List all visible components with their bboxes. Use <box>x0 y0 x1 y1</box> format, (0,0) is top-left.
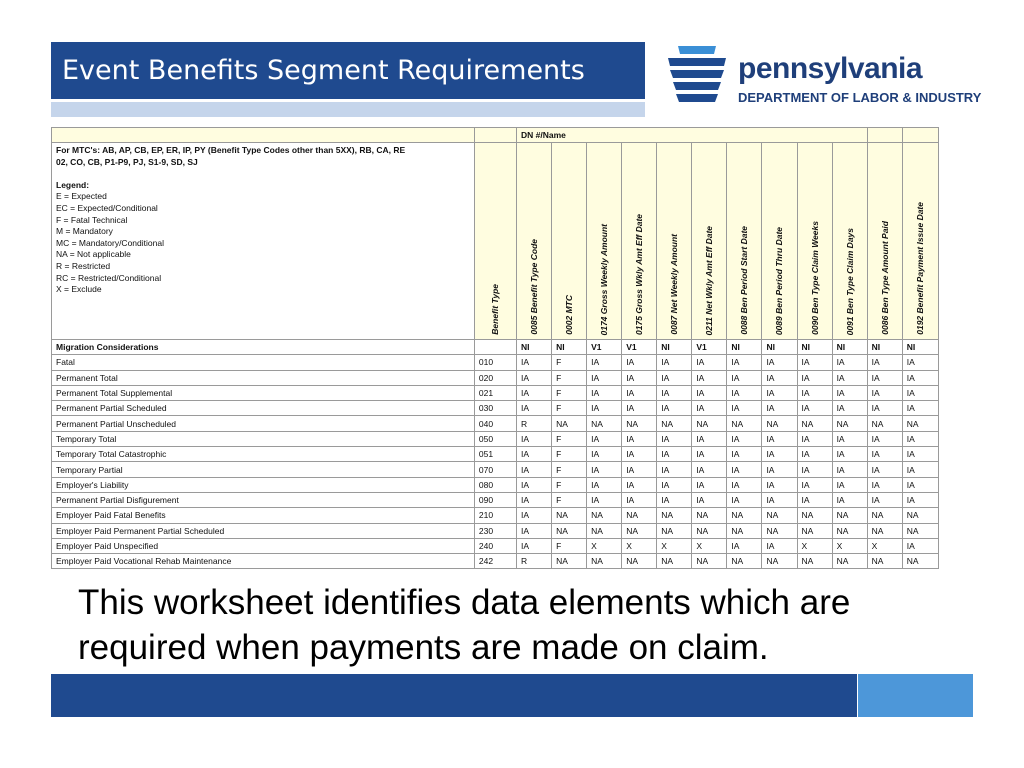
requirement-cell: IA <box>727 538 762 553</box>
requirement-cell: IA <box>867 401 902 416</box>
requirement-cell: NA <box>902 508 938 523</box>
requirement-cell: F <box>552 355 587 370</box>
requirement-cell: IA <box>867 462 902 477</box>
requirement-cell: X <box>692 538 727 553</box>
requirement-cell: IA <box>517 523 552 538</box>
requirement-cell: NA <box>587 508 622 523</box>
requirement-cell: IA <box>517 385 552 400</box>
requirement-cell: IA <box>622 355 657 370</box>
requirement-cell: IA <box>622 431 657 446</box>
requirement-cell: IA <box>587 447 622 462</box>
requirement-cell: NA <box>902 416 938 431</box>
migration-code-cell <box>474 340 516 355</box>
requirement-cell: IA <box>622 447 657 462</box>
requirement-cell: IA <box>727 401 762 416</box>
requirement-cell: IA <box>657 492 692 507</box>
requirement-cell: IA <box>517 401 552 416</box>
description-line: NA = Not applicable <box>56 249 131 260</box>
table-row <box>52 385 939 400</box>
column-header <box>797 143 832 340</box>
requirement-cell: NA <box>867 523 902 538</box>
requirement-cell: IA <box>587 477 622 492</box>
benefit-name: Employer Paid Fatal Benefits <box>52 508 475 523</box>
column-header <box>517 143 552 340</box>
column-header <box>727 143 762 340</box>
requirement-cell: F <box>552 477 587 492</box>
requirement-cell: IA <box>622 462 657 477</box>
header-blank-cell <box>474 128 516 143</box>
requirement-cell: NA <box>727 554 762 569</box>
requirement-cell: IA <box>797 492 832 507</box>
logo-department: DEPARTMENT OF LABOR & INDUSTRY <box>738 90 982 105</box>
column-header-label: Benefit Type <box>490 284 501 335</box>
requirement-cell: NA <box>867 416 902 431</box>
requirement-cell: IA <box>832 492 867 507</box>
requirement-cell: NA <box>762 508 797 523</box>
requirement-cell: IA <box>832 462 867 477</box>
requirement-cell: NA <box>727 523 762 538</box>
requirement-cell: IA <box>587 355 622 370</box>
requirement-cell: IA <box>587 385 622 400</box>
requirement-cell: IA <box>832 401 867 416</box>
requirement-cell: IA <box>762 370 797 385</box>
requirement-cell: NA <box>867 554 902 569</box>
column-header-label: 0174 Gross Weekly Amount <box>599 223 610 335</box>
migration-value: NI <box>867 340 902 355</box>
requirement-cell: F <box>552 447 587 462</box>
requirement-cell: IA <box>902 385 938 400</box>
requirement-cell: IA <box>587 401 622 416</box>
requirement-cell: IA <box>867 477 902 492</box>
requirement-cell: IA <box>692 477 727 492</box>
requirement-cell: IA <box>902 462 938 477</box>
benefit-name: Permanent Partial Unscheduled <box>52 416 475 431</box>
requirement-cell: NA <box>552 508 587 523</box>
requirement-cell: IA <box>517 492 552 507</box>
description-line: MC = Mandatory/Conditional <box>56 237 164 248</box>
requirement-cell: IA <box>902 401 938 416</box>
column-header-label: 0090 Ben Type Claim Weeks <box>809 221 820 335</box>
migration-label: Migration Considerations <box>52 340 475 355</box>
requirement-cell: IA <box>762 462 797 477</box>
requirement-cell: IA <box>657 447 692 462</box>
requirement-cell: NA <box>657 508 692 523</box>
requirement-cell: NA <box>902 554 938 569</box>
benefit-name: Employer Paid Permanent Partial Scheduled <box>52 523 475 538</box>
benefit-code: 030 <box>474 401 516 416</box>
table-row <box>52 508 939 523</box>
requirement-cell: NA <box>727 416 762 431</box>
requirement-cell: IA <box>517 431 552 446</box>
requirement-cell: IA <box>587 462 622 477</box>
benefit-name: Employer Paid Unspecified <box>52 538 475 553</box>
requirement-cell: IA <box>517 538 552 553</box>
requirement-cell: NA <box>762 416 797 431</box>
requirement-cell: F <box>552 370 587 385</box>
requirement-cell: F <box>552 431 587 446</box>
requirement-cell: F <box>552 462 587 477</box>
requirement-cell: IA <box>902 477 938 492</box>
requirement-cell: IA <box>797 431 832 446</box>
benefit-code: 020 <box>474 370 516 385</box>
requirement-cell: IA <box>797 355 832 370</box>
benefit-code: 040 <box>474 416 516 431</box>
requirement-cell: IA <box>657 401 692 416</box>
requirement-cell: IA <box>657 477 692 492</box>
requirement-cell: NA <box>902 523 938 538</box>
benefit-code: 090 <box>474 492 516 507</box>
requirement-cell: IA <box>762 385 797 400</box>
description-line: F = Fatal Technical <box>56 214 128 225</box>
requirement-cell: IA <box>762 355 797 370</box>
column-header-label: 0002 MTC <box>564 295 575 335</box>
requirement-cell: NA <box>797 508 832 523</box>
migration-value: NI <box>517 340 552 355</box>
table-row <box>52 447 939 462</box>
requirement-cell: NA <box>657 554 692 569</box>
slide-title: Event Benefits Segment Requirements <box>62 55 585 86</box>
requirement-cell: IA <box>797 401 832 416</box>
requirement-cell: IA <box>762 538 797 553</box>
requirement-cell: NA <box>552 554 587 569</box>
requirement-cell: NA <box>762 554 797 569</box>
description-line: E = Expected <box>56 191 107 202</box>
description-line: EC = Expected/Conditional <box>56 202 158 213</box>
benefit-type-header <box>474 143 516 340</box>
benefit-name: Fatal <box>52 355 475 370</box>
requirement-cell: IA <box>867 431 902 446</box>
table-row <box>52 401 939 416</box>
requirement-cell: IA <box>832 370 867 385</box>
requirement-cell: IA <box>517 355 552 370</box>
migration-value: NI <box>552 340 587 355</box>
table-row <box>52 492 939 507</box>
requirement-cell: IA <box>902 492 938 507</box>
table-row <box>52 462 939 477</box>
requirement-cell: IA <box>692 447 727 462</box>
benefit-code: 070 <box>474 462 516 477</box>
description-line: Legend: <box>56 179 90 190</box>
migration-value: NI <box>727 340 762 355</box>
column-header-label: 0086 Ben Type Amount Paid <box>879 221 890 335</box>
column-header-label: 0087 Net Weekly Amount <box>669 234 680 335</box>
requirement-cell: NA <box>622 554 657 569</box>
requirement-cell: IA <box>692 492 727 507</box>
header-blank-cell <box>52 128 475 143</box>
requirement-cell: IA <box>902 355 938 370</box>
requirement-cell: IA <box>832 355 867 370</box>
requirement-cell: NA <box>552 523 587 538</box>
description-line: RC = Restricted/Conditional <box>56 272 162 283</box>
migration-row <box>52 340 939 355</box>
benefit-name: Permanent Partial Scheduled <box>52 401 475 416</box>
requirements-table <box>51 127 939 569</box>
column-header-label: 0085 Benefit Type Code <box>529 239 540 335</box>
requirement-cell: IA <box>867 355 902 370</box>
migration-value: NI <box>762 340 797 355</box>
requirement-cell: IA <box>692 431 727 446</box>
requirement-cell: IA <box>762 431 797 446</box>
requirement-cell: IA <box>517 508 552 523</box>
table-row <box>52 431 939 446</box>
requirement-cell: IA <box>797 370 832 385</box>
requirement-cell: IA <box>762 477 797 492</box>
requirement-cell: IA <box>832 447 867 462</box>
description-line: M = Mandatory <box>56 226 113 237</box>
requirement-cell: X <box>867 538 902 553</box>
requirement-cell: IA <box>797 447 832 462</box>
benefit-code: 051 <box>474 447 516 462</box>
pennsylvania-logo <box>664 44 984 114</box>
requirement-cell: NA <box>657 416 692 431</box>
benefit-name: Permanent Partial Disfigurement <box>52 492 475 507</box>
mtc-description <box>52 143 475 340</box>
requirement-cell: IA <box>692 370 727 385</box>
benefit-name: Permanent Total <box>52 370 475 385</box>
column-header-label: 0088 Ben Period Start Date <box>739 226 750 335</box>
requirement-cell: IA <box>657 370 692 385</box>
requirement-cell: NA <box>657 523 692 538</box>
requirement-cell: NA <box>692 554 727 569</box>
title-underline <box>51 102 645 117</box>
header-row-dn <box>52 128 939 143</box>
benefit-name: Temporary Partial <box>52 462 475 477</box>
benefit-code: 240 <box>474 538 516 553</box>
column-header-label: 0089 Ben Period Thru Date <box>774 226 785 335</box>
benefit-code: 080 <box>474 477 516 492</box>
column-header <box>762 143 797 340</box>
description-line: R = Restricted <box>56 260 111 271</box>
column-header-label: 0211 Net Wkly Amt Eff Date <box>704 225 715 335</box>
column-header <box>867 143 902 340</box>
requirement-cell: IA <box>762 447 797 462</box>
requirement-cell: NA <box>797 523 832 538</box>
logo-wordmark: pennsylvania <box>738 52 923 85</box>
requirement-cell: F <box>552 401 587 416</box>
requirement-cell: F <box>552 538 587 553</box>
requirement-cell: IA <box>517 462 552 477</box>
requirement-cell: NA <box>762 523 797 538</box>
column-header <box>552 143 587 340</box>
benefit-name: Temporary Total <box>52 431 475 446</box>
benefit-name: Employer Paid Vocational Rehab Maintenance <box>52 554 475 569</box>
requirement-cell: IA <box>692 401 727 416</box>
benefit-code: 230 <box>474 523 516 538</box>
requirement-cell: IA <box>832 431 867 446</box>
requirement-cell: R <box>517 416 552 431</box>
requirement-cell: IA <box>727 355 762 370</box>
requirement-cell: IA <box>587 431 622 446</box>
benefit-code: 050 <box>474 431 516 446</box>
migration-value: V1 <box>692 340 727 355</box>
column-header <box>902 143 938 340</box>
requirement-cell: IA <box>587 492 622 507</box>
requirement-cell: IA <box>692 355 727 370</box>
requirement-cell: IA <box>867 492 902 507</box>
requirement-cell: NA <box>587 523 622 538</box>
table-row <box>52 370 939 385</box>
requirement-cell: IA <box>657 385 692 400</box>
requirement-cell: NA <box>622 508 657 523</box>
column-header-label: 0175 Gross Wkly Amt Eff Date <box>634 214 645 335</box>
description-line: 02, CO, CB, P1-P9, PJ, S1-9, SD, SJ <box>56 156 198 167</box>
column-header <box>692 143 727 340</box>
requirement-cell: NA <box>832 554 867 569</box>
requirement-cell: IA <box>902 370 938 385</box>
requirement-cell: NA <box>867 508 902 523</box>
requirement-cell: F <box>552 385 587 400</box>
migration-value: NI <box>832 340 867 355</box>
benefit-name: Employer's Liability <box>52 477 475 492</box>
table-row <box>52 477 939 492</box>
table-row <box>52 416 939 431</box>
requirement-cell: IA <box>622 477 657 492</box>
slide-title-bar <box>51 42 645 99</box>
requirement-cell: IA <box>587 370 622 385</box>
table-row <box>52 523 939 538</box>
requirement-cell: NA <box>727 508 762 523</box>
requirement-cell: IA <box>867 370 902 385</box>
requirement-cell: NA <box>622 523 657 538</box>
benefit-code: 242 <box>474 554 516 569</box>
requirement-cell: IA <box>622 492 657 507</box>
column-header <box>657 143 692 340</box>
column-header <box>587 143 622 340</box>
requirement-cell: NA <box>692 416 727 431</box>
requirement-cell: IA <box>727 385 762 400</box>
requirement-cell: X <box>657 538 692 553</box>
requirement-cell: NA <box>622 416 657 431</box>
requirement-cell: IA <box>797 385 832 400</box>
description-line <box>56 168 474 180</box>
benefit-code: 010 <box>474 355 516 370</box>
requirement-cell: IA <box>902 447 938 462</box>
migration-value: NI <box>797 340 832 355</box>
requirement-cell: IA <box>622 401 657 416</box>
requirement-cell: IA <box>727 477 762 492</box>
requirement-cell: IA <box>832 477 867 492</box>
requirement-cell: IA <box>902 431 938 446</box>
requirement-cell: IA <box>622 370 657 385</box>
benefit-name: Permanent Total Supplemental <box>52 385 475 400</box>
migration-value: V1 <box>622 340 657 355</box>
migration-value: V1 <box>587 340 622 355</box>
dn-name-header: DN #/Name <box>517 128 868 143</box>
requirement-cell: IA <box>727 431 762 446</box>
header-row-columns <box>52 143 939 340</box>
table-row <box>52 355 939 370</box>
requirement-cell: X <box>797 538 832 553</box>
requirement-cell: F <box>552 492 587 507</box>
requirement-cell: IA <box>622 385 657 400</box>
footer-band-light <box>858 674 973 717</box>
requirement-cell: IA <box>727 462 762 477</box>
requirement-cell: NA <box>832 508 867 523</box>
requirement-cell: IA <box>727 370 762 385</box>
column-header <box>622 143 657 340</box>
requirement-cell: IA <box>762 401 797 416</box>
requirement-cell: R <box>517 554 552 569</box>
requirement-cell: IA <box>517 447 552 462</box>
requirement-cell: IA <box>832 385 867 400</box>
requirement-cell: NA <box>797 554 832 569</box>
table-row <box>52 554 939 569</box>
column-header-label: 0192 Benefit Payment Issue Date <box>915 202 926 335</box>
benefit-code: 210 <box>474 508 516 523</box>
requirement-cell: IA <box>797 477 832 492</box>
description-line: For MTC's: AB, AP, CB, EP, ER, IP, PY (Benefit Type Codes other than 5XX), RB, CA, RE <box>56 145 406 155</box>
migration-value: NI <box>657 340 692 355</box>
migration-value: NI <box>902 340 938 355</box>
header-blank-cell <box>902 128 938 143</box>
benefit-code: 021 <box>474 385 516 400</box>
requirement-cell: NA <box>797 416 832 431</box>
keystone-icon <box>664 44 730 108</box>
requirement-cell: NA <box>552 416 587 431</box>
requirement-cell: IA <box>727 492 762 507</box>
requirement-cell: IA <box>517 477 552 492</box>
requirement-cell: IA <box>692 385 727 400</box>
requirement-cell: X <box>832 538 867 553</box>
column-header <box>832 143 867 340</box>
requirement-cell: IA <box>867 385 902 400</box>
table-row <box>52 538 939 553</box>
requirement-cell: NA <box>587 416 622 431</box>
description-line: X = Exclude <box>56 284 102 295</box>
requirement-cell: IA <box>727 447 762 462</box>
requirement-cell: IA <box>692 462 727 477</box>
column-header-label: 0091 Ben Type Claim Days <box>844 227 855 335</box>
requirement-cell: NA <box>692 508 727 523</box>
requirement-cell: IA <box>657 355 692 370</box>
requirement-cell: NA <box>832 523 867 538</box>
requirement-cell: IA <box>902 538 938 553</box>
requirement-cell: IA <box>657 462 692 477</box>
requirement-cell: X <box>587 538 622 553</box>
footer-band-dark <box>51 674 857 717</box>
requirement-cell: IA <box>517 370 552 385</box>
requirement-cell: IA <box>797 462 832 477</box>
requirement-cell: NA <box>832 416 867 431</box>
slide-caption: This worksheet identifies data elements which are required when payments are made on claim. <box>78 583 851 667</box>
requirement-cell: X <box>622 538 657 553</box>
requirement-cell: IA <box>762 492 797 507</box>
header-blank-cell <box>867 128 902 143</box>
requirement-cell: NA <box>692 523 727 538</box>
benefit-name: Temporary Total Catastrophic <box>52 447 475 462</box>
requirement-cell: IA <box>867 447 902 462</box>
requirement-cell: IA <box>657 431 692 446</box>
requirement-cell: NA <box>587 554 622 569</box>
